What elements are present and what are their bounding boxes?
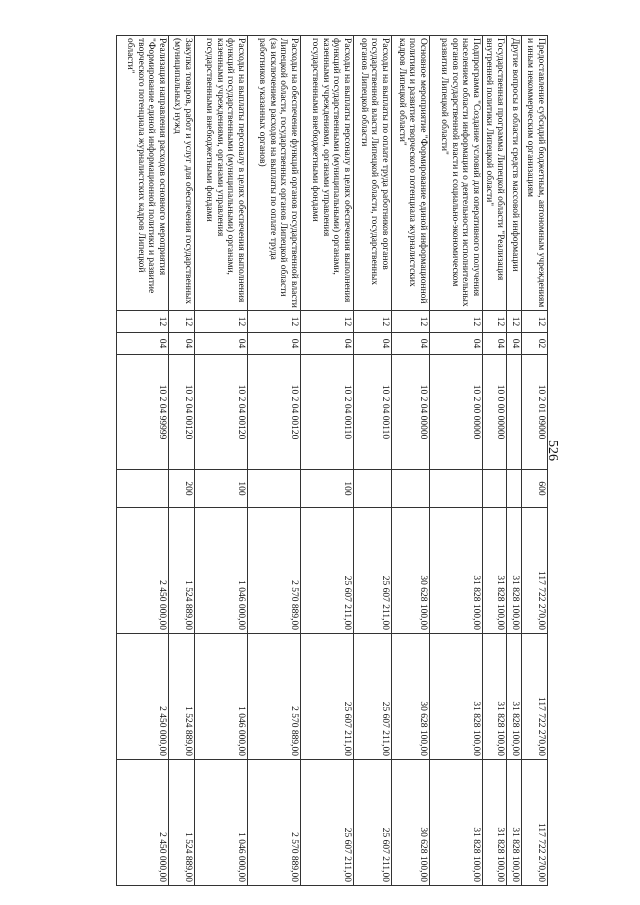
row-vr (248, 470, 301, 508)
row-pz: 02 (522, 333, 548, 355)
row-vr (483, 470, 507, 508)
row-csr: 10 2 04 99999 (117, 355, 169, 470)
row-sum-1: 2 570 889,00 (248, 508, 301, 634)
row-sum-2: 117 722 270,00 (522, 634, 548, 760)
row-name: Предоставление субсидий бюджетным, автономным учреждениям и иным некоммерческим организациям (522, 36, 548, 311)
row-vr (117, 470, 169, 508)
row-sum-1: 31 828 100,00 (430, 508, 483, 634)
row-pz: 04 (354, 333, 392, 355)
table-row (522, 36, 548, 886)
row-vr: 100 (195, 470, 248, 508)
row-vr (392, 470, 430, 508)
table-row (301, 36, 354, 886)
row-sum-1: 1 524 889,00 (169, 508, 195, 634)
row-sum-2: 31 828 100,00 (483, 634, 507, 760)
row-gr: 12 (248, 311, 301, 333)
table-row (195, 36, 248, 886)
table-row (169, 36, 195, 886)
table-row (354, 36, 392, 886)
row-sum-2: 1 524 889,00 (169, 634, 195, 760)
row-sum-3: 31 828 100,00 (507, 760, 522, 886)
row-csr: 10 2 00 00000 (430, 355, 483, 470)
page-number: 526 (545, 440, 560, 461)
row-gr: 12 (354, 311, 392, 333)
budget-table-rotated (68, 35, 548, 885)
row-sum-1: 30 628 100,00 (392, 508, 430, 634)
row-sum-2: 25 607 211,00 (354, 634, 392, 760)
row-csr: 10 2 04 00120 (195, 355, 248, 470)
row-gr: 12 (301, 311, 354, 333)
row-gr: 12 (522, 311, 548, 333)
row-pz: 04 (392, 333, 430, 355)
row-name: Расходы на выплаты персоналу в целях обеспечения выполнения функций государственными (муниципальными) органами, казенными учреждениями, органами управления государственными внебюджетными фондами (301, 36, 354, 311)
row-vr (430, 470, 483, 508)
row-sum-2: 31 828 100,00 (430, 634, 483, 760)
row-name: Другие вопросы в области средств массовой информации (507, 36, 522, 311)
row-name: Реализация направления расходов основного мероприятия "Формирование единой информационной политики и развитие творческого потенциала журналистских кадров Липецкой области" (117, 36, 169, 311)
row-pz: 04 (195, 333, 248, 355)
row-csr: 10 0 00 00000 (483, 355, 507, 470)
row-name: Расходы на выплаты по оплате труда работников органов государственной власти Липецкой области, государственных органов Липецкой области (354, 36, 392, 311)
table-row (117, 36, 169, 886)
row-csr: 10 2 04 00000 (392, 355, 430, 470)
row-sum-2: 2 450 000,00 (117, 634, 169, 760)
row-pz: 04 (301, 333, 354, 355)
row-sum-1: 31 828 100,00 (483, 508, 507, 634)
table-row (392, 36, 430, 886)
table-row (248, 36, 301, 886)
row-sum-3: 117 722 270,00 (522, 760, 548, 886)
row-sum-3: 31 828 100,00 (483, 760, 507, 886)
table-row (483, 36, 507, 886)
row-pz: 04 (117, 333, 169, 355)
row-sum-3: 1 524 889,00 (169, 760, 195, 886)
row-sum-2: 31 828 100,00 (507, 634, 522, 760)
row-sum-3: 25 607 211,00 (354, 760, 392, 886)
row-sum-3: 2 450 000,00 (117, 760, 169, 886)
row-sum-1: 31 828 100,00 (507, 508, 522, 634)
row-vr: 600 (522, 470, 548, 508)
row-sum-2: 2 570 889,00 (248, 634, 301, 760)
row-gr: 12 (392, 311, 430, 333)
row-csr: 10 2 04 00110 (354, 355, 392, 470)
row-name: Государственная программа Липецкой области "Реализация внутренней политики Липецкой области" (483, 36, 507, 311)
row-pz: 04 (483, 333, 507, 355)
row-pz: 04 (430, 333, 483, 355)
row-pz: 04 (169, 333, 195, 355)
table-row (507, 36, 522, 886)
row-name: Расходы на выплаты персоналу в целях обеспечения выполнения функций государственными (муниципальными) органами, казенными учреждениями, органами управления государственными внебюджетными фондами (195, 36, 248, 311)
row-name: Расходы на обеспечение функций органов государственной власти Липецкой области, государственных органов Липецкой области (за исключением расходов на выплаты по оплате труда работников указанных органов) (248, 36, 301, 311)
row-sum-2: 30 628 100,00 (392, 634, 430, 760)
row-vr: 200 (169, 470, 195, 508)
row-sum-1: 25 607 211,00 (301, 508, 354, 634)
row-gr: 12 (483, 311, 507, 333)
row-name: Подпрограмма "Создание условий для оперативного получения населением области информации о деятельности исполнительных органов государственной власти и социально-экономическом развитии Липецкой области" (430, 36, 483, 311)
row-sum-1: 1 046 000,00 (195, 508, 248, 634)
row-vr (507, 470, 522, 508)
row-pz: 04 (507, 333, 522, 355)
row-sum-3: 31 828 100,00 (430, 760, 483, 886)
row-sum-1: 25 607 211,00 (354, 508, 392, 634)
row-csr: 10 2 04 00120 (248, 355, 301, 470)
row-gr: 12 (195, 311, 248, 333)
row-csr: 10 2 04 00120 (169, 355, 195, 470)
row-name: Закупка товаров, работ и услуг для обеспечения государственных (муниципальных) нужд (169, 36, 195, 311)
row-sum-1: 2 450 000,00 (117, 508, 169, 634)
row-sum-3: 25 607 211,00 (301, 760, 354, 886)
row-vr: 100 (301, 470, 354, 508)
row-gr: 12 (430, 311, 483, 333)
row-name: Основное мероприятие "Формирование единой информационной политики и развитие творческого потенциала журналистских кадров Липецкой области" (392, 36, 430, 311)
row-csr: 10 2 04 00110 (301, 355, 354, 470)
row-csr: 10 2 01 09000 (522, 355, 548, 470)
row-sum-2: 1 046 000,00 (195, 634, 248, 760)
table-row (430, 36, 483, 886)
row-sum-3: 1 046 000,00 (195, 760, 248, 886)
row-csr (507, 355, 522, 470)
row-pz: 04 (248, 333, 301, 355)
row-sum-2: 25 607 211,00 (301, 634, 354, 760)
row-gr: 12 (169, 311, 195, 333)
row-sum-1: 117 722 270,00 (522, 508, 548, 634)
row-gr: 12 (117, 311, 169, 333)
budget-table (116, 35, 548, 886)
row-gr: 12 (507, 311, 522, 333)
row-sum-3: 30 628 100,00 (392, 760, 430, 886)
row-sum-3: 2 570 889,00 (248, 760, 301, 886)
row-vr (354, 470, 392, 508)
